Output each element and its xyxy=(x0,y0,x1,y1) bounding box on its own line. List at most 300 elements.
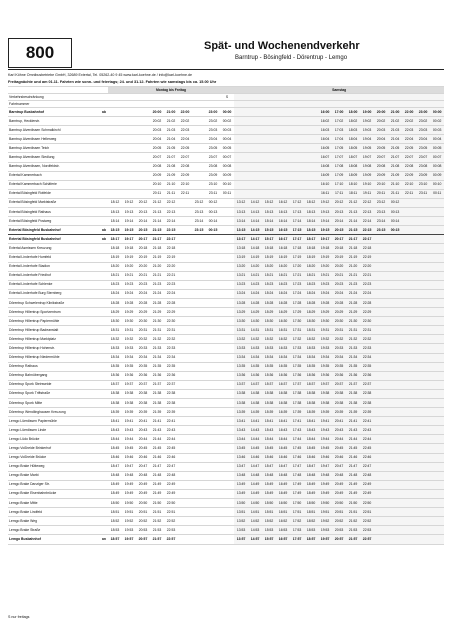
departure-time: 18:48 xyxy=(108,471,122,480)
departure-time xyxy=(374,499,388,508)
departure-time xyxy=(262,180,276,189)
departure-time xyxy=(262,135,276,144)
arr-dep-flag: ab xyxy=(100,226,108,235)
departure-time: 18:49 xyxy=(304,480,318,489)
stop-name: Barntrup Busbahnhof xyxy=(8,108,100,117)
info-mark xyxy=(388,94,402,101)
departure-time xyxy=(192,417,206,426)
departure-time xyxy=(402,298,416,307)
departure-time: 15:13 xyxy=(262,208,276,217)
departure-time: 13:20 xyxy=(234,262,248,271)
departure-time: 18:29 xyxy=(304,308,318,317)
departure-time xyxy=(206,308,220,317)
departure-time: 18:15 xyxy=(108,226,122,235)
info-mark xyxy=(318,94,332,101)
info-mark xyxy=(178,101,192,108)
departure-time xyxy=(416,417,430,426)
departure-time xyxy=(192,389,206,398)
departure-time xyxy=(374,389,388,398)
departure-time xyxy=(374,271,388,280)
stop-name: Barntrup, Hecklerstr. xyxy=(8,117,100,126)
departure-time: 22:33 xyxy=(360,344,374,353)
departure-time: 00:05 xyxy=(220,144,234,153)
stop-name: Extertal Bösingfeld Rathaus xyxy=(8,208,100,217)
departure-time: 14:34 xyxy=(248,353,262,362)
departure-time: 16:14 xyxy=(276,217,290,226)
departure-time xyxy=(234,144,248,153)
departure-time: 15:41 xyxy=(262,417,276,426)
departure-time: 21:14 xyxy=(150,217,164,226)
departure-time: 20:23 xyxy=(136,280,150,289)
departure-time: 14:46 xyxy=(248,453,262,462)
departure-time: 16:12 xyxy=(276,198,290,207)
departure-time: 21:13 xyxy=(150,208,164,217)
departure-time xyxy=(276,162,290,171)
departure-time xyxy=(402,335,416,344)
departure-time: 17:12 xyxy=(290,198,304,207)
departure-time xyxy=(192,162,206,171)
departure-time: 22:45 xyxy=(164,444,178,453)
departure-time: 18:17 xyxy=(108,235,122,244)
departure-time: 21:52 xyxy=(346,517,360,526)
departure-time: 15:47 xyxy=(262,462,276,471)
departure-time: 19:17 xyxy=(318,235,332,244)
departure-time xyxy=(304,162,318,171)
stop-name: Extertal Bösingfeld Postweg xyxy=(8,217,100,226)
table-row xyxy=(8,226,444,235)
table-row xyxy=(8,389,444,398)
departure-time: 19:48 xyxy=(318,471,332,480)
departure-time xyxy=(430,526,444,535)
departure-time xyxy=(430,499,444,508)
departure-time xyxy=(192,244,206,253)
departure-time: 18:45 xyxy=(304,444,318,453)
departure-time: 13:44 xyxy=(234,435,248,444)
departure-time: 18:37 xyxy=(304,380,318,389)
departure-time: 23:07 xyxy=(206,153,220,162)
departure-time xyxy=(416,326,430,335)
departure-time: 18:49 xyxy=(304,489,318,498)
departure-time xyxy=(178,362,192,371)
info-mark: S xyxy=(220,94,234,101)
route-subtitle: Barntrup - Bösingfeld - Dörentrup - Lemgo xyxy=(235,55,348,61)
departure-time: 20:28 xyxy=(136,298,150,307)
departure-time xyxy=(206,326,220,335)
departure-time xyxy=(192,489,206,498)
departure-time xyxy=(206,535,220,544)
departure-time: 23:13 xyxy=(192,208,206,217)
departure-time: 14:39 xyxy=(248,408,262,417)
departure-time xyxy=(206,417,220,426)
departure-time xyxy=(220,489,234,498)
info-mark xyxy=(332,94,346,101)
departure-time: 18:29 xyxy=(108,308,122,317)
departure-time xyxy=(402,208,416,217)
departure-time xyxy=(192,499,206,508)
departure-time: 21:15 xyxy=(346,226,360,235)
table-row xyxy=(8,326,444,335)
info-label: Verkehrsbeschränkung xyxy=(8,94,100,101)
departure-time xyxy=(430,289,444,298)
departure-time xyxy=(290,108,304,117)
departure-time xyxy=(136,108,150,117)
departure-time: 21:45 xyxy=(150,444,164,453)
departure-time: 20:13 xyxy=(136,208,150,217)
departure-time: 17:19 xyxy=(290,253,304,262)
departure-time: 21:00 xyxy=(164,108,178,117)
departure-time: 21:36 xyxy=(150,371,164,380)
departure-time xyxy=(220,508,234,517)
departure-time xyxy=(402,217,416,226)
departure-time xyxy=(108,153,122,162)
departure-time xyxy=(374,371,388,380)
departure-time xyxy=(430,253,444,262)
departure-time xyxy=(388,308,402,317)
departure-time xyxy=(206,489,220,498)
departure-time xyxy=(402,435,416,444)
departure-time xyxy=(220,226,234,235)
departure-time: 19:31 xyxy=(318,326,332,335)
departure-time xyxy=(178,380,192,389)
departure-time xyxy=(388,480,402,489)
stop-name: Extertal Linderhofe Friedhof xyxy=(8,271,100,280)
departure-time: 20:11 xyxy=(374,189,388,198)
departure-time: 20:15 xyxy=(332,226,346,235)
departure-time xyxy=(220,417,234,426)
departure-time xyxy=(402,408,416,417)
departure-time xyxy=(178,399,192,408)
arr-dep-flag xyxy=(100,326,108,335)
info-mark xyxy=(192,94,206,101)
departure-time: 00:04 xyxy=(220,135,234,144)
departure-time: 19:38 xyxy=(122,389,136,398)
departure-time xyxy=(220,335,234,344)
stop-name: Dörentrup Hillentrup Marktplatz xyxy=(8,335,100,344)
departure-time xyxy=(178,262,192,271)
departure-time xyxy=(220,499,234,508)
departure-time: 19:36 xyxy=(318,371,332,380)
departure-time xyxy=(374,235,388,244)
departure-time: 20:34 xyxy=(332,353,346,362)
departure-time: 17:07 xyxy=(332,153,346,162)
departure-time: 19:24 xyxy=(122,289,136,298)
departure-time xyxy=(178,226,192,235)
departure-time: 15:31 xyxy=(262,326,276,335)
departure-time xyxy=(374,262,388,271)
departure-time: 18:12 xyxy=(108,198,122,207)
table-row xyxy=(8,317,444,326)
table-row xyxy=(8,399,444,408)
departure-time: 13:30 xyxy=(234,317,248,326)
table-row xyxy=(8,535,444,544)
departure-time: 17:41 xyxy=(290,417,304,426)
departure-time xyxy=(430,308,444,317)
departure-time: 19:29 xyxy=(318,308,332,317)
departure-time: 20:45 xyxy=(332,444,346,453)
departure-time xyxy=(388,244,402,253)
departure-time: 19:49 xyxy=(318,480,332,489)
departure-time xyxy=(374,462,388,471)
departure-time xyxy=(374,426,388,435)
departure-time: 17:30 xyxy=(290,317,304,326)
departure-time xyxy=(416,353,430,362)
table-row xyxy=(8,335,444,344)
departure-time xyxy=(430,317,444,326)
departure-time: 21:05 xyxy=(388,144,402,153)
departure-time: 22:49 xyxy=(360,489,374,498)
departure-time: 22:46 xyxy=(164,453,178,462)
departure-time: 15:32 xyxy=(262,335,276,344)
departure-time: 18:41 xyxy=(304,417,318,426)
departure-time xyxy=(374,471,388,480)
stop-name: Extertal Linderhofe Humfeld xyxy=(8,253,100,262)
departure-time: 21:44 xyxy=(346,435,360,444)
table-row xyxy=(8,517,444,526)
departure-time xyxy=(220,262,234,271)
departure-time xyxy=(374,444,388,453)
departure-time: 21:21 xyxy=(346,271,360,280)
info-mark xyxy=(234,94,248,101)
departure-time xyxy=(402,426,416,435)
departure-time: 16:34 xyxy=(276,353,290,362)
departure-time: 13:14 xyxy=(234,217,248,226)
departure-time: 15:12 xyxy=(262,198,276,207)
day-header-row xyxy=(8,87,444,94)
departure-time: 17:49 xyxy=(290,489,304,498)
departure-time xyxy=(374,353,388,362)
departure-time: 19:57 xyxy=(318,535,332,544)
departure-time xyxy=(374,362,388,371)
departure-time: 22:03 xyxy=(402,126,416,135)
departure-time: 20:35 xyxy=(136,362,150,371)
departure-time xyxy=(220,217,234,226)
table-row xyxy=(8,117,444,126)
departure-time xyxy=(430,353,444,362)
departure-time: 21:04 xyxy=(164,135,178,144)
stop-name: Dörentrup Hillentrup Badeanstalt xyxy=(8,326,100,335)
table-row xyxy=(8,208,444,217)
departure-time xyxy=(388,426,402,435)
departure-time xyxy=(430,198,444,207)
departure-time: 00:05 xyxy=(430,144,444,153)
departure-time: 22:21 xyxy=(164,271,178,280)
table-row xyxy=(8,126,444,135)
departure-time: 14:47 xyxy=(248,462,262,471)
departure-time: 22:41 xyxy=(164,417,178,426)
stop-name: Extertal Asmissen Kreuzung xyxy=(8,244,100,253)
departure-time xyxy=(430,271,444,280)
departure-time: 20:41 xyxy=(332,417,346,426)
departure-time xyxy=(276,189,290,198)
stop-name: Dörentrup Spork Mitte xyxy=(8,399,100,408)
departure-time xyxy=(304,153,318,162)
departure-time: 22:24 xyxy=(360,289,374,298)
departure-time: 14:17 xyxy=(248,235,262,244)
departure-time: 18:48 xyxy=(304,471,318,480)
departure-time xyxy=(402,226,416,235)
departure-time: 15:45 xyxy=(262,444,276,453)
table-row xyxy=(8,235,444,244)
departure-time xyxy=(234,117,248,126)
departure-time: 19:57 xyxy=(122,535,136,544)
departure-time: 19:43 xyxy=(318,426,332,435)
departure-time: 14:20 xyxy=(248,262,262,271)
departure-time xyxy=(192,180,206,189)
departure-time: 19:07 xyxy=(360,153,374,162)
departure-time: 21:38 xyxy=(346,389,360,398)
stop-name: Lemgo Brake Markt xyxy=(8,471,100,480)
departure-time xyxy=(416,471,430,480)
departure-time: 15:51 xyxy=(262,508,276,517)
departure-time: 21:28 xyxy=(150,298,164,307)
departure-time: 21:32 xyxy=(346,335,360,344)
table-row xyxy=(8,480,444,489)
departure-time xyxy=(402,280,416,289)
departure-time xyxy=(178,335,192,344)
departure-time xyxy=(108,126,122,135)
departure-time: 20:52 xyxy=(332,517,346,526)
departure-time: 16:37 xyxy=(276,380,290,389)
departure-time xyxy=(430,535,444,544)
table-row xyxy=(8,298,444,307)
departure-time xyxy=(402,489,416,498)
departure-time: 18:36 xyxy=(108,371,122,380)
departure-time: 23:13 xyxy=(374,208,388,217)
departure-time: 22:17 xyxy=(360,235,374,244)
departure-time: 19:35 xyxy=(318,362,332,371)
departure-time xyxy=(206,335,220,344)
departure-time: 21:35 xyxy=(150,362,164,371)
arr-dep-flag xyxy=(100,244,108,253)
departure-time: 21:46 xyxy=(150,453,164,462)
departure-time xyxy=(402,444,416,453)
departure-time: 14:19 xyxy=(248,253,262,262)
stop-name: Lemgo Lüerdissen Papiermühle xyxy=(8,417,100,426)
arr-dep-flag xyxy=(100,208,108,217)
departure-time xyxy=(388,489,402,498)
departure-time: 20:46 xyxy=(332,453,346,462)
departure-time: 16:33 xyxy=(276,344,290,353)
departure-time: 19:48 xyxy=(122,471,136,480)
departure-time: 20:07 xyxy=(150,153,164,162)
departure-time: 20:00 xyxy=(150,108,164,117)
departure-time: 19:10 xyxy=(360,180,374,189)
departure-time: 21:09 xyxy=(164,171,178,180)
departure-time xyxy=(122,108,136,117)
departure-time: 13:45 xyxy=(234,444,248,453)
departure-time: 19:47 xyxy=(318,462,332,471)
departure-time: 20:53 xyxy=(332,526,346,535)
departure-time xyxy=(430,371,444,380)
departure-time xyxy=(402,417,416,426)
departure-time: 21:09 xyxy=(388,171,402,180)
departure-time: 19:50 xyxy=(122,499,136,508)
departure-time xyxy=(416,244,430,253)
stop-name: Lemgo Voßheide Brinkerhof xyxy=(8,444,100,453)
departure-time: 15:44 xyxy=(262,435,276,444)
departure-time: 19:12 xyxy=(122,198,136,207)
departure-time: 13:49 xyxy=(234,480,248,489)
departure-time: 19:37 xyxy=(122,380,136,389)
departure-time: 23:03 xyxy=(416,126,430,135)
departure-time: 16:50 xyxy=(276,499,290,508)
departure-time xyxy=(430,326,444,335)
departure-time xyxy=(262,144,276,153)
departure-time xyxy=(206,317,220,326)
departure-time: 18:41 xyxy=(108,417,122,426)
departure-time xyxy=(220,317,234,326)
arr-dep-flag xyxy=(100,217,108,226)
departure-time xyxy=(276,153,290,162)
departure-time xyxy=(220,308,234,317)
stop-name: Lemgo Brake Mitte xyxy=(8,499,100,508)
departure-time: 22:07 xyxy=(178,153,192,162)
departure-time: 19:13 xyxy=(318,208,332,217)
departure-time: 20:38 xyxy=(136,389,150,398)
departure-time: 18:15 xyxy=(304,226,318,235)
departure-time: 21:41 xyxy=(150,417,164,426)
departure-time: 13:32 xyxy=(234,335,248,344)
departure-time: 18:13 xyxy=(108,208,122,217)
departure-time xyxy=(178,408,192,417)
stop-name: Extertal Linderhofe Stadion xyxy=(8,262,100,271)
departure-time: 20:30 xyxy=(136,317,150,326)
info-mark xyxy=(248,94,262,101)
departure-time: 18:07 xyxy=(346,153,360,162)
departure-time xyxy=(430,489,444,498)
departure-time xyxy=(178,435,192,444)
departure-time: 21:57 xyxy=(150,535,164,544)
departure-time xyxy=(416,399,430,408)
departure-time: 21:47 xyxy=(346,462,360,471)
departure-time xyxy=(220,253,234,262)
departure-time: 21:14 xyxy=(346,217,360,226)
departure-time xyxy=(402,308,416,317)
departure-time xyxy=(220,198,234,207)
departure-time: 19:12 xyxy=(318,198,332,207)
departure-time xyxy=(178,344,192,353)
departure-time: 20:29 xyxy=(332,308,346,317)
departure-time xyxy=(220,435,234,444)
table-row xyxy=(8,489,444,498)
departure-time: 19:20 xyxy=(318,262,332,271)
departure-time xyxy=(416,462,430,471)
departure-time: 18:21 xyxy=(108,271,122,280)
departure-time xyxy=(374,253,388,262)
stop-name: Lemgo Lüerdissen Linde xyxy=(8,426,100,435)
info-flag xyxy=(100,94,108,101)
departure-time: 20:21 xyxy=(332,271,346,280)
departure-time xyxy=(136,189,150,198)
departure-time xyxy=(220,517,234,526)
departure-time: 21:10 xyxy=(164,180,178,189)
departure-time xyxy=(262,189,276,198)
table-row xyxy=(8,108,444,117)
departure-time: 22:46 xyxy=(360,453,374,462)
departure-time: 18:38 xyxy=(108,389,122,398)
departure-time xyxy=(220,462,234,471)
departure-time: 20:18 xyxy=(136,244,150,253)
departure-time xyxy=(108,189,122,198)
departure-time: 19:32 xyxy=(318,335,332,344)
departure-time xyxy=(206,517,220,526)
departure-time: 21:50 xyxy=(150,499,164,508)
departure-time xyxy=(248,162,262,171)
departure-time: 17:57 xyxy=(290,535,304,544)
departure-time xyxy=(206,389,220,398)
arr-dep-flag xyxy=(100,462,108,471)
stop-name: Dörentrup Hillentrup Hohenstr. xyxy=(8,344,100,353)
